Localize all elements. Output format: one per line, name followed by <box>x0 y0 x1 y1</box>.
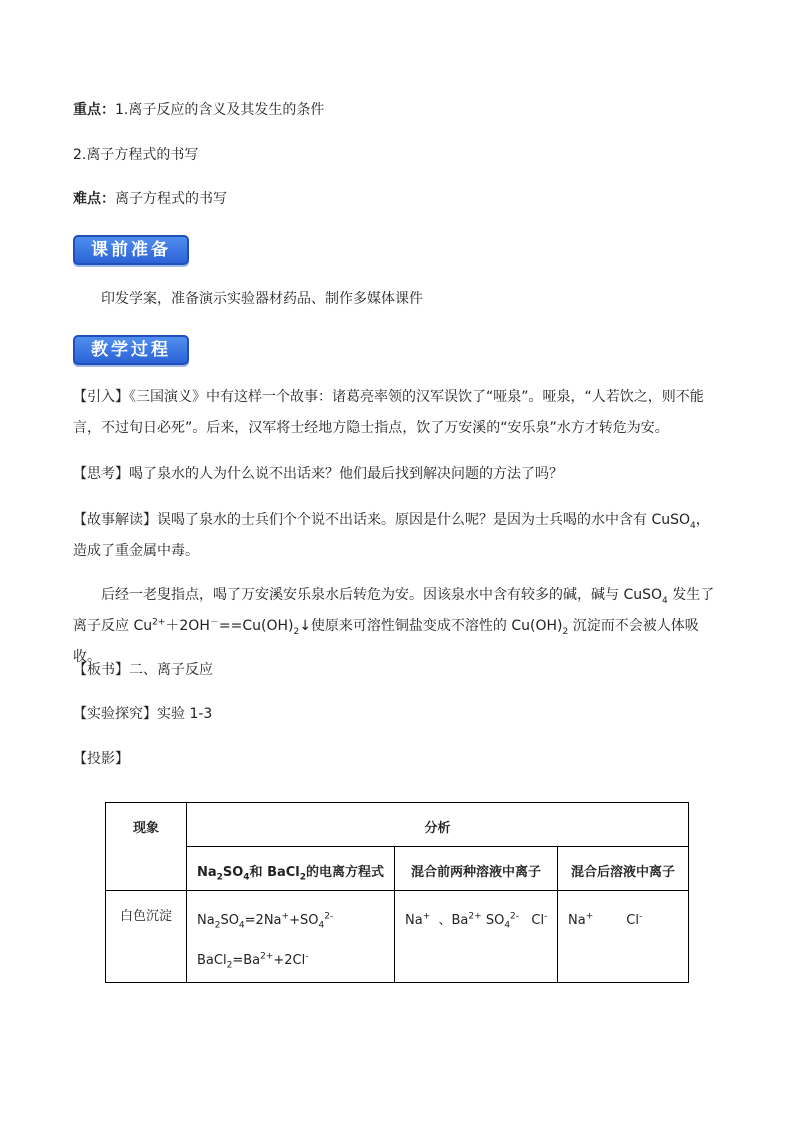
intro-paragraph <box>73 382 723 444</box>
key-point-label: 重点： <box>73 102 115 118</box>
eq1-p2: 2- <box>324 911 334 922</box>
ia-b: Cl <box>593 913 639 928</box>
later-s5: 2 <box>562 626 569 637</box>
eq1-d: +SO <box>289 913 319 928</box>
think-text: 喝了泉水的人为什么说不出话来？他们最后找到解决问题的方法了吗？ <box>129 466 563 482</box>
eq1-s3: 4 <box>318 920 325 931</box>
story-text-2: ，造成了重金属中毒。 <box>73 512 710 559</box>
header-ionization-equation <box>187 847 395 891</box>
key-point-line <box>73 100 324 120</box>
ia-p2: - <box>639 911 643 922</box>
later-s4: 2 <box>293 626 300 637</box>
eq1-a: Na <box>197 913 215 928</box>
ib-a: Na <box>405 913 423 928</box>
ib-d: Cl <box>519 913 545 928</box>
intro-label: 【引入】 <box>73 389 129 405</box>
eq2-c: +2Cl <box>273 953 306 968</box>
eq2-p2: - <box>305 951 309 962</box>
eq2-a: BaCl <box>197 953 227 968</box>
experiment-line <box>73 704 212 724</box>
equation-1 <box>197 901 394 941</box>
story-paragraph <box>73 505 723 567</box>
difficulty-line <box>73 189 227 209</box>
analysis-table <box>105 802 689 983</box>
cell-white-precipitate: 白色沉淀 <box>106 891 187 983</box>
story-label: 【故事解读】 <box>73 512 157 528</box>
later-t3: ＋2OH <box>165 618 210 634</box>
eq2-s1: 2 <box>226 960 233 971</box>
later-s1: 4 <box>662 595 668 606</box>
later-t6: 沉淀而不会被人体吸收。 <box>73 618 699 665</box>
h1-s3: 2 <box>299 872 307 883</box>
eq1-c: =2Na <box>244 913 282 928</box>
difficulty-label: 难点： <box>73 191 115 207</box>
ia-a: Na <box>568 913 586 928</box>
eq1-s2: 4 <box>238 920 245 931</box>
section-badge-process: 教学过程 <box>73 335 189 365</box>
ia-p1: + <box>585 911 594 922</box>
later-t5: ↓使原来可溶性铜盐变成不溶性的 Cu(OH) <box>299 618 563 634</box>
h1-s2: 4 <box>243 872 250 883</box>
eq2-b: =Ba <box>232 953 261 968</box>
intro-text: 《三国演义》中有这样一个故事：诸葛亮率领的汉军误饮了“哑泉”。哑泉，“人若饮之，则不能言，不过旬日必死”。后来，汉军将士经地方隐士指点，饮了万安溪的“安乐泉”水方才转危为安。 <box>73 389 704 436</box>
key-point-text: 1.离子反应的含义及其发生的条件 <box>115 102 325 118</box>
h1-s1: 2 <box>216 872 223 883</box>
eq1-s1: 2 <box>214 920 221 931</box>
later-t1: 后经一老叟指点，喝了万安溪安乐泉水后转危为安。因该泉水中含有较多的碱，碱与 CuSO <box>101 587 663 603</box>
board-line <box>73 660 213 680</box>
think-line <box>73 464 563 484</box>
ib-s1: 4 <box>504 920 511 931</box>
cell-equations <box>187 891 395 983</box>
experiment-label: 【实验探究】 <box>73 706 157 722</box>
ib-p1: + <box>422 911 431 922</box>
board-label: 【板书】 <box>73 662 129 678</box>
h1-c: 和 BaCl <box>249 865 300 880</box>
h1-d: 的电离方程式 <box>306 865 385 880</box>
ib-p4: - <box>544 911 548 922</box>
ib-p2: 2+ <box>468 911 482 922</box>
section-badge-prep: 课前准备 <box>73 235 189 265</box>
ib-c: SO <box>481 913 505 928</box>
later-t2: 发生了离子反应 Cu <box>73 587 715 634</box>
story-text-1: 误喝了泉水的士兵们个个说不出话来。原因是什么呢？是因为士兵喝的水中含有 CuSO <box>157 512 691 528</box>
cell-ions-before <box>395 891 558 983</box>
think-label: 【思考】 <box>73 466 129 482</box>
later-s2: 2+ <box>152 617 166 628</box>
header-ions-before: 混合前两种溶液中离子 <box>395 847 558 891</box>
story-sub: 4 <box>690 520 696 531</box>
h1-b: SO <box>222 865 244 880</box>
cell-ions-after <box>558 891 689 983</box>
header-analysis: 分析 <box>187 803 689 847</box>
board-text: 二、离子反应 <box>129 662 213 678</box>
header-phenomenon: 现象 <box>106 803 187 891</box>
equation-2 <box>197 941 394 981</box>
header-ions-after: 混合后溶液中离子 <box>558 847 689 891</box>
eq2-p1: 2+ <box>260 951 274 962</box>
key-point-2: 2.离子方程式的书写 <box>73 147 199 163</box>
h1-a: Na <box>196 865 217 880</box>
ib-b: 、Ba <box>430 913 469 928</box>
eq1-p1: + <box>281 911 290 922</box>
ib-p3: 2- <box>510 911 520 922</box>
difficulty-text: 离子方程式的书写 <box>115 191 227 207</box>
prep-text: 印发学案，准备演示实验器材药品、制作多媒体课件 <box>101 291 423 307</box>
later-t4: ==Cu(OH) <box>218 618 294 634</box>
later-s3: － <box>209 617 219 628</box>
eq1-b: SO <box>220 913 239 928</box>
experiment-text: 实验 1-3 <box>157 706 213 722</box>
projection-label: 【投影】 <box>73 751 129 767</box>
